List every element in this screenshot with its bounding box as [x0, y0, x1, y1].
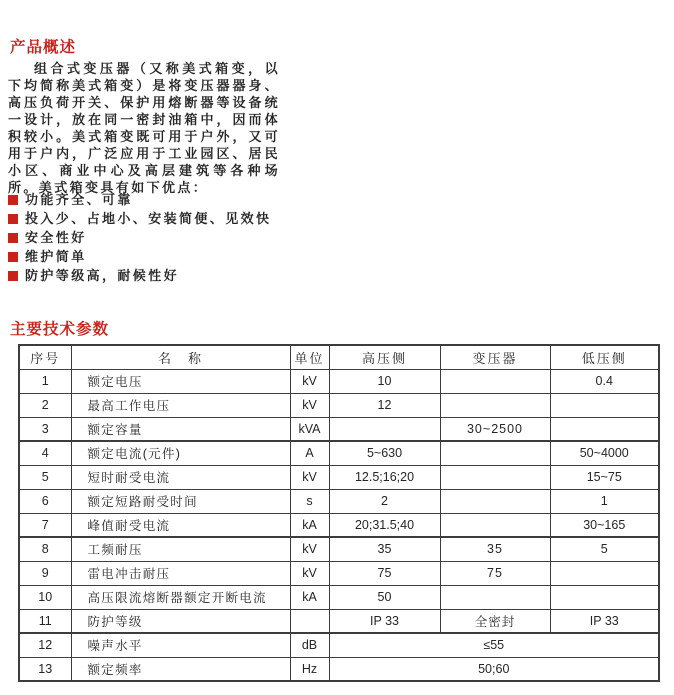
- cell-lv: 15~75: [550, 465, 659, 489]
- cell-no: 11: [19, 609, 71, 633]
- cell-no: 10: [19, 585, 71, 609]
- header-transformer: 变压器: [440, 345, 550, 369]
- cell-transformer: [440, 489, 550, 513]
- cell-merged: 50;60: [329, 657, 659, 681]
- cell-transformer: 全密封: [440, 609, 550, 633]
- cell-no: 7: [19, 513, 71, 537]
- table-row: [19, 369, 659, 393]
- table-row: [19, 513, 659, 537]
- header-no: 序号: [19, 345, 71, 369]
- cell-transformer: 35: [440, 537, 550, 561]
- bullet-square-icon: [8, 252, 18, 262]
- cell-name: 短时耐受电流: [71, 465, 290, 489]
- cell-name: 峰值耐受电流: [71, 513, 290, 537]
- cell-transformer: [440, 393, 550, 417]
- cell-unit: dB: [290, 633, 329, 657]
- cell-unit: [290, 609, 329, 633]
- table-row: [19, 633, 659, 657]
- cell-lv: 5: [550, 537, 659, 561]
- cell-name: 最高工作电压: [71, 393, 290, 417]
- bullet-square-icon: [8, 214, 18, 224]
- header-unit: 单位: [290, 345, 329, 369]
- list-item: [8, 266, 298, 285]
- cell-no: 6: [19, 489, 71, 513]
- bullet-text: 维护简单: [25, 249, 87, 264]
- table-row: [19, 657, 659, 681]
- cell-lv: 0.4: [550, 369, 659, 393]
- overview-title: 产品概述: [10, 39, 77, 56]
- cell-name: 工频耐压: [71, 537, 290, 561]
- table-row: [19, 417, 659, 441]
- cell-name: 额定容量: [71, 417, 290, 441]
- cell-hv: 10: [329, 369, 440, 393]
- cell-lv: IP 33: [550, 609, 659, 633]
- cell-unit: A: [290, 441, 329, 465]
- cell-transformer: [440, 441, 550, 465]
- cell-unit: s: [290, 489, 329, 513]
- cell-no: 12: [19, 633, 71, 657]
- cell-unit: kV: [290, 561, 329, 585]
- cell-name: 防护等级: [71, 609, 290, 633]
- cell-lv: [550, 585, 659, 609]
- cell-hv: 12: [329, 393, 440, 417]
- cell-merged: ≤55: [329, 633, 659, 657]
- cell-hv: 12.5;16;20: [329, 465, 440, 489]
- cell-unit: kA: [290, 585, 329, 609]
- cell-name: 雷电冲击耐压: [71, 561, 290, 585]
- cell-name: 额定电压: [71, 369, 290, 393]
- cell-hv: IP 33: [329, 609, 440, 633]
- bullet-text: 防护等级高，耐候性好: [25, 268, 180, 283]
- cell-unit: kV: [290, 537, 329, 561]
- cell-hv: 50: [329, 585, 440, 609]
- cell-unit: kV: [290, 369, 329, 393]
- cell-hv: [329, 417, 440, 441]
- list-item: [8, 209, 298, 228]
- cell-no: 9: [19, 561, 71, 585]
- table-row: [19, 489, 659, 513]
- cell-no: 8: [19, 537, 71, 561]
- cell-no: 1: [19, 369, 71, 393]
- tech-params-table: [18, 344, 660, 682]
- cell-name: 额定电流(元件): [71, 441, 290, 465]
- cell-unit: kV: [290, 393, 329, 417]
- list-item: [8, 190, 298, 209]
- cell-transformer: [440, 369, 550, 393]
- cell-hv: 5~630: [329, 441, 440, 465]
- cell-lv: 1: [550, 489, 659, 513]
- bullet-square-icon: [8, 195, 18, 205]
- table-row: [19, 561, 659, 585]
- overview-paragraph: 组合式变压器（又称美式箱变，以下均简称美式箱变）是将变压器器身、高压负荷开关、保护用熔断器等设备统一设计，放在同一密封油箱中，因而体积较小。美式箱变既可用于户外，又可用于户内，广泛应用于工业园区、居民小区、商业中心及高层建筑等各种场所。美式箱变具有如下优点：: [8, 61, 280, 195]
- cell-hv: 35: [329, 537, 440, 561]
- tech-params-title: 主要技术参数: [10, 321, 110, 338]
- cell-unit: kVA: [290, 417, 329, 441]
- cell-unit: kV: [290, 465, 329, 489]
- header-hv: 高压侧: [329, 345, 440, 369]
- feature-list: [8, 190, 298, 285]
- cell-unit: Hz: [290, 657, 329, 681]
- cell-hv: 2: [329, 489, 440, 513]
- cell-no: 4: [19, 441, 71, 465]
- header-row: [19, 345, 659, 369]
- table-row: [19, 441, 659, 465]
- table-row: [19, 465, 659, 489]
- list-item: [8, 228, 298, 247]
- header-lv: 低压侧: [550, 345, 659, 369]
- cell-lv: 50~4000: [550, 441, 659, 465]
- cell-hv: 75: [329, 561, 440, 585]
- cell-no: 3: [19, 417, 71, 441]
- table-row: [19, 585, 659, 609]
- cell-lv: [550, 561, 659, 585]
- bullet-text: 功能齐全、可靠: [25, 192, 133, 207]
- cell-no: 2: [19, 393, 71, 417]
- table-row: [19, 393, 659, 417]
- bullet-square-icon: [8, 233, 18, 243]
- cell-transformer: [440, 585, 550, 609]
- cell-unit: kA: [290, 513, 329, 537]
- table-row: [19, 609, 659, 633]
- bullet-text: 安全性好: [25, 230, 87, 245]
- cell-name: 高压限流熔断器额定开断电流: [71, 585, 290, 609]
- cell-no: 5: [19, 465, 71, 489]
- cell-transformer: [440, 513, 550, 537]
- cell-no: 13: [19, 657, 71, 681]
- list-item: [8, 247, 298, 266]
- table-body: [19, 369, 659, 681]
- cell-transformer: [440, 465, 550, 489]
- cell-lv: 30~165: [550, 513, 659, 537]
- header-name: 名 称: [71, 345, 290, 369]
- table-row: [19, 537, 659, 561]
- cell-lv: [550, 393, 659, 417]
- cell-transformer: 75: [440, 561, 550, 585]
- cell-hv: 20;31.5;40: [329, 513, 440, 537]
- bullet-square-icon: [8, 271, 18, 281]
- cell-transformer: 30~2500: [440, 417, 550, 441]
- cell-name: 噪声水平: [71, 633, 290, 657]
- bullet-text: 投入少、占地小、安装简便、见效快: [25, 211, 272, 226]
- cell-lv: [550, 417, 659, 441]
- cell-name: 额定频率: [71, 657, 290, 681]
- cell-name: 额定短路耐受时间: [71, 489, 290, 513]
